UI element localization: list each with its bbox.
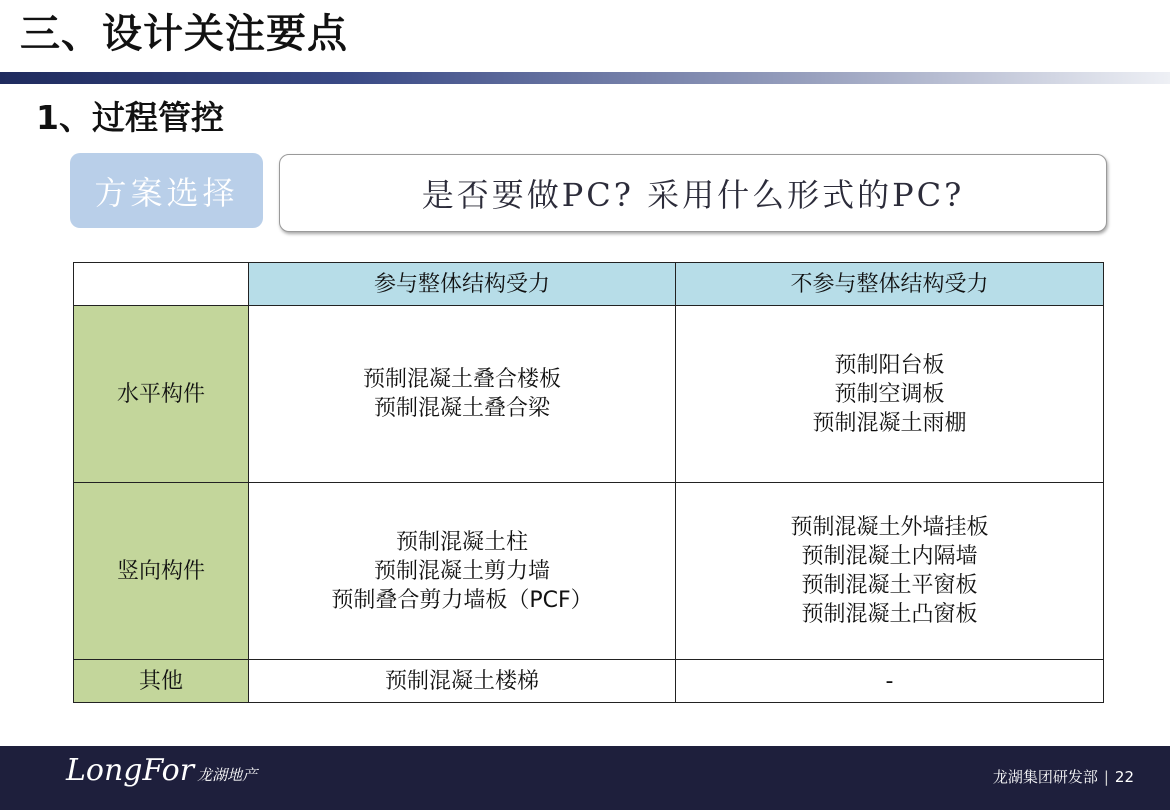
cell-line: 预制阳台板 [834, 352, 945, 378]
cell-line: 预制混凝土外墙挂板 [790, 515, 989, 540]
column-header-non-participating: 不参与整体结构受力 [676, 263, 1104, 306]
row-header-other: 其他 [74, 660, 249, 703]
page-number: 22 [1114, 767, 1134, 786]
cell-vertical-non-participating [676, 483, 1104, 660]
column-header-participating: 参与整体结构受力 [249, 263, 676, 306]
table-corner-cell [74, 263, 249, 306]
cell-line: 预制混凝土平窗板 [801, 573, 978, 598]
cell-line: 预制混凝土内隔墙 [801, 544, 978, 569]
longfor-logo [66, 753, 258, 788]
cell-line: 预制混凝土雨棚 [812, 410, 967, 436]
cell-line: 预制混凝土柱 [395, 529, 528, 555]
cell-line: 预制混凝土叠合楼板 [362, 367, 561, 392]
section-subtitle: 1、过程管控 [36, 98, 224, 137]
cell-line: 预制混凝土剪力墙 [373, 558, 550, 584]
row-header-horizontal: 水平构件 [74, 306, 249, 483]
cell-horizontal-non-participating [676, 306, 1104, 483]
title-underline-bar [0, 72, 1170, 84]
table-row [74, 660, 1104, 703]
footer-info [993, 766, 1134, 787]
cell-line: 预制叠合剪力墙板（PCF） [331, 587, 593, 613]
component-table [73, 262, 1104, 703]
cell-horizontal-participating [249, 306, 676, 483]
cell-line: 预制混凝土凸窗板 [801, 602, 978, 627]
cell-line: 预制混凝土叠合梁 [373, 396, 550, 421]
cell-other-participating [249, 660, 676, 703]
cell-line: 预制混凝土楼梯 [384, 668, 539, 694]
row-header-vertical: 竖向构件 [74, 483, 249, 660]
cell-line: 预制空调板 [834, 381, 945, 407]
question-box: 是否要做PC? 采用什么形式的PC? [279, 154, 1107, 232]
cell-line: - [885, 668, 894, 694]
table-row [74, 483, 1104, 660]
footer-separator: | [1103, 767, 1109, 786]
logo-en: LongFor [66, 753, 195, 788]
slide-title: 三、设计关注要点 [20, 11, 348, 57]
table-row [74, 306, 1104, 483]
footer-bar [0, 746, 1170, 810]
cell-other-non-participating [676, 660, 1104, 703]
department-label: 龙湖集团研发部 [992, 768, 1098, 786]
cell-vertical-participating [249, 483, 676, 660]
logo-cn: 龙湖地产 [197, 766, 258, 784]
scheme-selection-tag: 方案选择 [70, 153, 263, 228]
